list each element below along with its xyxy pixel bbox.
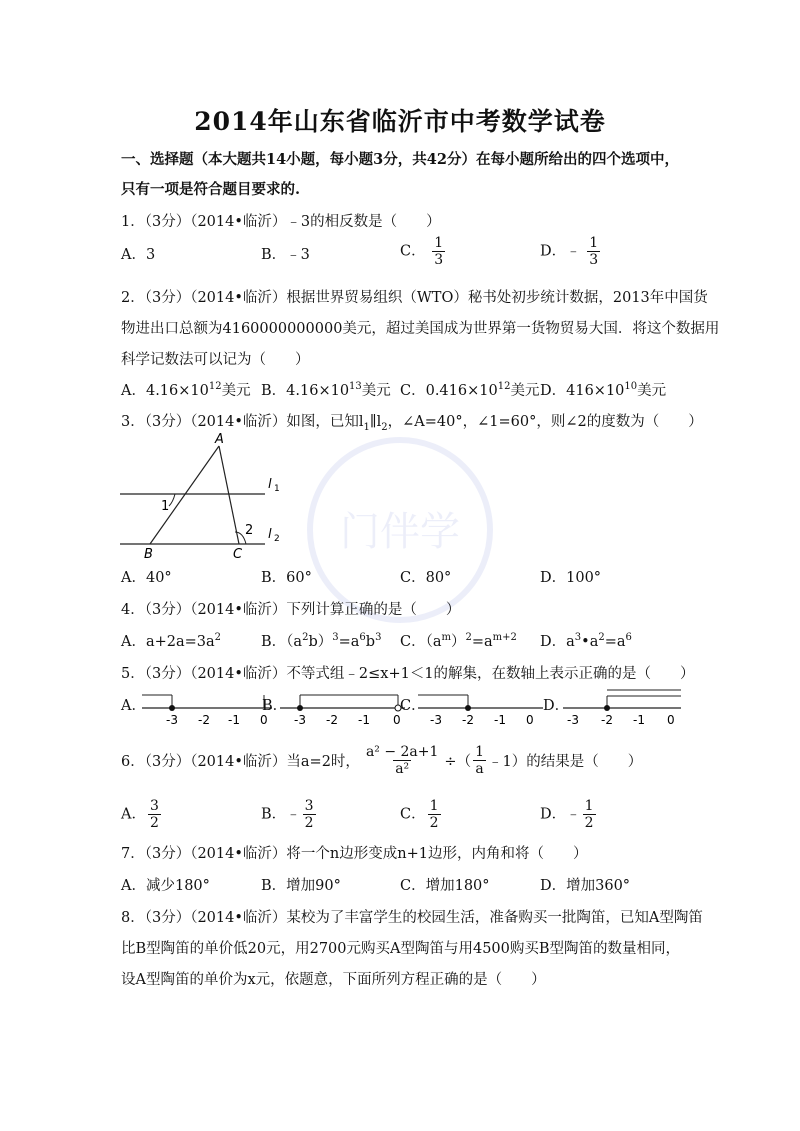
q1-c-fraction: [432, 235, 445, 268]
q4-option-a: [121, 630, 221, 651]
q2-stem-line1: 2．（3分）（2014•临沂）根据世界贸易组织（WTO）秘书处初步统计数据，2013年中国货: [121, 290, 708, 306]
q5-numberline-d: [563, 684, 683, 730]
q1-d-den: 3: [589, 252, 599, 268]
q2-d-base: D．416×10: [540, 383, 625, 399]
q5-numberline-a: [142, 690, 277, 730]
label-l1: l: [268, 477, 272, 492]
q1-c-num: 1: [434, 235, 444, 251]
q2-b-unit: 美元: [361, 383, 391, 399]
q4-c-e2: 2: [465, 632, 472, 644]
q2-c-base: C．0.416×10: [400, 383, 498, 399]
q6-b-den: 2: [304, 815, 314, 831]
q4-stem: 4．（3分）（2014•临沂）下列计算正确的是（ ）: [121, 602, 461, 618]
q4-b-mid3: b: [365, 634, 376, 650]
q6-option-c: [400, 798, 443, 831]
q6-b-fraction: [303, 798, 316, 831]
q6-d-sign: ﹣: [566, 806, 581, 823]
point-solid: [604, 705, 610, 711]
section-header-line2: 只有一项是符合题目要求的.: [121, 181, 301, 198]
tick-label: -3: [567, 713, 579, 727]
q4-a-pre: A．a+2a=3a: [121, 634, 215, 650]
q7-option-a: A．减少180°: [121, 878, 210, 894]
q4-b-pre: B．（a: [261, 634, 303, 650]
segment-ab: [150, 446, 219, 544]
tick-label: -2: [462, 713, 474, 727]
q4-b-mid: b）: [308, 634, 333, 650]
point-solid: [297, 705, 303, 711]
q2-d-unit: 美元: [637, 383, 667, 399]
q2-b-exp: 13: [349, 381, 362, 393]
q4-b-e1: 2: [302, 632, 309, 644]
q1-c-label: C．: [400, 243, 426, 260]
q4-d-mid: •a: [581, 634, 599, 650]
q6-option-a: [121, 798, 163, 831]
q6-inner-den: a: [475, 761, 484, 777]
tick-label: -2: [601, 713, 613, 727]
q7-option-c: C．增加180°: [400, 878, 490, 894]
q3-option-c: C．80°: [400, 570, 452, 586]
q5-numberline-c: [418, 690, 548, 730]
q6-a-label: A．: [121, 806, 146, 823]
q8-stem-line2: 比B型陶笛的单价低20元，用2700元购买A型陶笛与用4500购买B型陶笛的数量相同，: [121, 941, 681, 957]
q4-b-e4: 3: [375, 632, 382, 644]
label-l2-sub: 2: [274, 534, 280, 544]
q1-option-a: A．3: [121, 247, 156, 263]
q2-stem-line2: 物进出口总额为4160000000000美元，超过美国成为世界第一货物贸易大国．将这个数据用: [121, 321, 720, 337]
tick-label: -3: [166, 713, 178, 727]
q1-d-fraction: [587, 235, 600, 268]
q6-stem-post: ﹣1）的结果是（ ）: [488, 754, 643, 770]
q2-d-exp: 10: [624, 381, 638, 393]
q6-b-label: B．: [261, 806, 287, 823]
q2-c-exp: 12: [497, 381, 511, 393]
tick-label: 0: [526, 713, 534, 727]
label-b: B: [144, 547, 153, 562]
q3-option-d: D．100°: [540, 570, 602, 586]
q6-div: ÷（: [444, 754, 472, 770]
q3-stem-post: ，∠A=40°，∠1=60°，则∠2的度数为（ ）: [387, 414, 703, 430]
q6-d-num: 1: [584, 798, 594, 814]
q6-a-den: 2: [149, 815, 159, 831]
q6-main-fraction: [364, 744, 440, 777]
label-a: A: [215, 432, 224, 447]
q1-d-sign: ﹣: [566, 243, 581, 260]
q8-stem-line1: 8．（3分）（2014•临沂）某校为了丰富学生的校园生活，准备购买一批陶笛，已知A型陶笛: [121, 910, 703, 926]
q4-d-mid2: =a: [604, 634, 626, 650]
q2-option-b: [261, 379, 391, 400]
q3-option-a: A．40°: [121, 570, 172, 586]
q6-c-fraction: [428, 798, 441, 831]
q2-b-base: B．4.16×10: [261, 383, 350, 399]
q2-a-base: A．4.16×10: [121, 383, 209, 399]
q2-stem-line3: 科学记数法可以记为（ ）: [121, 352, 310, 368]
q6-option-b: [261, 798, 318, 831]
q3-sub1: 1: [363, 421, 370, 433]
q4-c-mid2: =a: [471, 634, 493, 650]
q6-option-d: [540, 798, 598, 831]
q7-option-b: B．增加90°: [261, 878, 341, 894]
page-title: 2014年山东省临沂市中考数学试卷: [194, 107, 606, 136]
q6-stem-pre: 6．（3分）（2014•临沂）当a=2时，: [121, 754, 360, 770]
label-l2: l: [268, 527, 272, 542]
q1-option-b: B．﹣3: [261, 247, 310, 263]
q6-c-num: 1: [429, 798, 439, 814]
q5-option-a-label: A．: [121, 698, 146, 714]
tick-label: -3: [294, 713, 306, 727]
q6-a-num: 3: [149, 798, 159, 814]
q4-option-c: [400, 630, 517, 651]
tick-label: -2: [198, 713, 210, 727]
point-solid: [465, 705, 471, 711]
q1-c-den: 3: [434, 252, 444, 268]
q2-a-exp: 12: [208, 381, 222, 393]
q6-num: a² − 2a+1: [365, 744, 439, 760]
q2-option-d: [540, 379, 666, 400]
q6-c-label: C．: [400, 806, 426, 823]
q6-c-den: 2: [429, 815, 439, 831]
q2-a-unit: 美元: [221, 383, 251, 399]
q6-inner-fraction: [473, 744, 486, 777]
label-c: C: [233, 547, 243, 562]
q6-b-num: 3: [304, 798, 314, 814]
tick-label: -1: [633, 713, 645, 727]
tick-label: -1: [494, 713, 506, 727]
q4-c-e3: m+2: [492, 632, 517, 644]
q3-stem-pre: 3．（3分）（2014•临沂）如图，已知l: [121, 414, 364, 430]
q7-stem: 7．（3分）（2014•临沂）将一个n边形变成n+1边形，内角和将（ ）: [121, 846, 588, 862]
tick-label: -1: [228, 713, 240, 727]
tick-label: -1: [358, 713, 370, 727]
point-solid: [169, 705, 175, 711]
q4-option-d: [540, 630, 632, 651]
q1-stem: 1．（3分）（2014•临沂）﹣3的相反数是（ ）: [121, 214, 441, 230]
q6-d-fraction: [583, 798, 596, 831]
q4-d-pre: D．a: [540, 634, 575, 650]
q5-option-d-label: D．: [543, 698, 570, 714]
label-angle2: 2: [245, 523, 254, 538]
q3-stem-mid: ∥l: [369, 414, 382, 430]
q4-c-e1: m: [441, 632, 451, 644]
q4-b-e2: 3: [332, 632, 339, 644]
q1-option-c: [400, 235, 447, 268]
q7-option-d: D．增加360°: [540, 878, 631, 894]
q4-b-e3: 6: [359, 632, 366, 644]
q6-a-fraction: [148, 798, 161, 831]
q5-option-c-label: C．: [400, 698, 426, 714]
q8-stem-line3: 设A型陶笛的单价为x元，依题意，下面所列方程正确的是（ ）: [121, 972, 546, 988]
q2-option-c: [400, 379, 539, 400]
q3-sub2: 2: [381, 421, 388, 433]
angle1-arc: [169, 494, 175, 506]
q4-d-e3: 6: [625, 632, 632, 644]
label-l1-sub: 1: [274, 484, 280, 494]
q1-option-d: [540, 235, 602, 268]
watermark-text: 门伴学: [340, 509, 460, 555]
q5-option-b-label: B．: [262, 698, 288, 714]
q4-c-mid: ）: [450, 634, 466, 650]
section-header-line1: 一、选择题（本大题共14小题，每小题3分，共42分）在每小题所给出的四个选项中，: [121, 151, 679, 168]
q6-inner-num: 1: [475, 744, 484, 760]
tick-label: -2: [326, 713, 338, 727]
tick-label: -3: [430, 713, 442, 727]
tick-label: 0: [393, 713, 401, 727]
q4-d-e1: 3: [574, 632, 582, 644]
tick-label: 0: [260, 713, 268, 727]
q6-den: a²: [395, 761, 410, 777]
q4-option-b: [261, 630, 381, 651]
q6-d-den: 2: [584, 815, 594, 831]
q4-b-mid2: =a: [338, 634, 360, 650]
q3-option-b: B．60°: [261, 570, 312, 586]
q6-stem: [121, 744, 642, 777]
q4-a-exp: 2: [214, 632, 222, 644]
q6-b-sign: ﹣: [286, 806, 301, 823]
q5-stem: 5．（3分）（2014•临沂）不等式组﹣2≤x+1＜1的解集，在数轴上表示正确的是（ ）: [121, 666, 695, 682]
q4-c-pre: C．（a: [400, 634, 442, 650]
q5-numberline-b: [280, 690, 410, 730]
segment-ac: [219, 446, 239, 544]
q3-figure: [115, 428, 295, 563]
label-angle1: 1: [161, 499, 170, 514]
q2-option-a: [121, 379, 251, 400]
q1-d-num: 1: [589, 235, 599, 251]
q6-d-label: D．: [540, 806, 567, 823]
q2-c-unit: 美元: [510, 383, 540, 399]
q4-d-e2: 2: [598, 632, 605, 644]
q1-d-label: D．: [540, 243, 567, 260]
tick-label: 0: [667, 713, 675, 727]
